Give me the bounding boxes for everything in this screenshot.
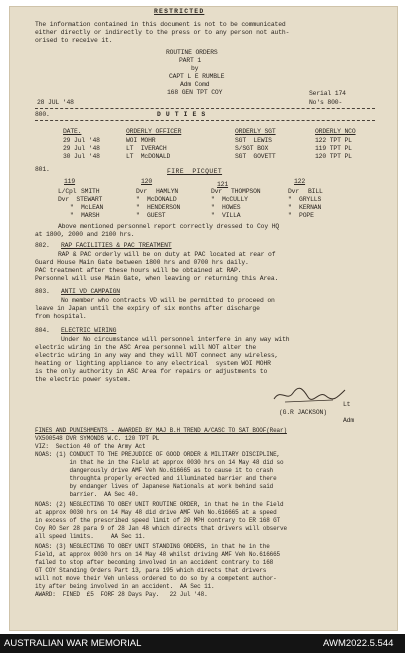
fines-line: barrier. AA Sec 40.: [35, 491, 139, 498]
duties-cell: LT IVERACH: [126, 145, 167, 152]
duties-cell: 122 TPT PL: [315, 137, 352, 144]
notice-line-1: The information contained in this document is not to be communicated: [35, 21, 286, 28]
vd-line-2: leave in Japan until the expiry of six months after discharge: [35, 305, 260, 312]
award-line: AWARD: FINED £5 FORF 28 Days Pay. 22 Jul '48.: [35, 591, 208, 598]
picquet-note-1: Above mentioned personnel report correctly dressed to Coy HQ: [58, 223, 280, 230]
picquet-rank: Dvr: [136, 188, 148, 195]
fines-line: throughta properly erected and illuminated barrier and there: [35, 475, 277, 482]
fines-line: at approx 0030 hrs on 14 May 48 did drive AMF Veh No.616665 at a speed: [35, 509, 277, 516]
fines-line: NOAS: (1) CONDUCT TO THE PREJUDICE OF GOOD ORDER & MILITARY DISCIPLINE,: [35, 451, 280, 458]
picquet-name: Dvr STEWART: [58, 196, 103, 203]
rap-section-number: 802.: [35, 242, 50, 249]
fines-line: will not move their Veh unless ordered to do so by a competent author-: [35, 575, 277, 582]
vd-title: ANTI VD CAMPAIGN: [61, 288, 120, 295]
picquet-unit: 119: [64, 178, 76, 185]
picquet-unit: 121: [217, 181, 229, 188]
fines-line: in excess of the prescribed speed limit of 20 MPH contrary to ER 168 GT: [35, 517, 280, 524]
picquet-section-number: 801.: [35, 166, 50, 173]
title-unit: 168 GEN TPT COY: [167, 89, 223, 96]
picquet-name: " MARSH: [70, 212, 100, 219]
wiring-line-2: electric wiring in the ASC Area personnel will NOT alter the: [35, 344, 257, 351]
duties-cell: S/SGT BOX: [235, 145, 269, 152]
fines-line: failed to stop after becoming involved in an accident contrary to 168: [35, 559, 274, 566]
restricted-stamp: RESTRICTED: [154, 8, 205, 15]
notice-line-3: orised to receive it.: [35, 37, 113, 44]
picquet-unit: 120: [141, 178, 153, 185]
vd-line-1: No member who contracts VD will be permitted to proceed on: [61, 297, 275, 304]
duties-cell: 29 Jul '48: [63, 137, 100, 144]
fines-line: Coy RO Ser 28 para 9 of 28 Jan 48 which directs that drivers will observe: [35, 525, 287, 532]
duties-cell: 120 TPT PL: [315, 153, 352, 160]
title-part: PART 1: [179, 57, 202, 64]
picquet-rank: Dvr: [211, 188, 223, 195]
picquet-name: " McDONALD: [136, 196, 177, 203]
fines-line: GT COY Standing Orders Part 13, para 195 which directs that drivers: [35, 567, 267, 574]
duties-cell: 119 TPT PL: [315, 145, 352, 152]
picquet-rank: Dvr: [288, 188, 300, 195]
wiring-title: ELECTRIC WIRING: [61, 327, 117, 334]
duties-col-nco: ORDERLY NCO: [315, 128, 356, 135]
fines-line: VIZ: Section 40 of the Army Act: [35, 443, 146, 450]
fines-line: NOAS: (2) NEGLECTING TO OBEY UNIT ROUTINE ORDER, in that he in the Field: [35, 501, 284, 508]
wiring-line-6: the electric power system.: [35, 376, 131, 383]
fines-line: VX500548 DVR SYMONDS W.C. 120 TPT PL: [35, 435, 160, 442]
duties-col-sgt: ORDERLY SGT: [235, 128, 276, 135]
signature-appointment: Adm: [343, 417, 355, 424]
picquet-unit: 122: [294, 178, 306, 185]
order-numbers: No's 800-: [309, 99, 343, 106]
divider-rule: [35, 108, 375, 109]
fines-line: ity after being involved in an accident. AA Sec 11.: [35, 583, 215, 590]
footer-institution: AUSTRALIAN WAR MEMORIAL: [4, 638, 142, 649]
rap-title: RAP FACILITIES & PAC TREATMENT: [61, 242, 172, 249]
duties-col-officer: ORDERLY OFFICER: [126, 128, 182, 135]
footer-accession-number: AWM2022.5.544: [323, 638, 394, 649]
rap-line-3: PAC treatment after these hours will be obtained at RAP.: [35, 267, 242, 274]
wiring-section-number: 804.: [35, 327, 50, 334]
picquet-name: SMITH: [81, 188, 100, 195]
fines-heading: FINES AND PUNISHMENTS - AWARDED BY MAJ B.H TREND A/CASC TO SAT BOOF(Rear): [35, 427, 287, 434]
picquet-name: " HENDERSON: [136, 204, 181, 211]
picquet-name: HAMLYN: [156, 188, 179, 195]
signature-name: (G.R JACKSON): [279, 409, 327, 416]
serial-number: Serial 174: [309, 90, 346, 97]
picquet-name: " POPE: [288, 212, 314, 219]
divider-rule: [35, 120, 375, 121]
picquet-name: " McCULLY: [211, 196, 248, 203]
fines-line: NOAS: (3) NEGLECTING TO OBEY UNIT STANDING ORDERS, in that he in the: [35, 543, 270, 550]
picquet-name: " McLEAN: [70, 204, 104, 211]
wiring-line-1: Under No circumstance will personnel interfere in any way with: [61, 336, 290, 343]
picquet-name: " GUEST: [136, 212, 166, 219]
fines-line: all speed limits. AA Sec 11.: [35, 533, 146, 540]
notice-line-2: either directly or indirectly to the press or to any person not auth-: [35, 29, 290, 36]
duties-title: D U T I E S: [157, 111, 206, 118]
duties-col-date: DATE.: [63, 128, 82, 135]
fines-line: Field, at approx 0030 hrs on 14 May 48 whilst driving AMF Veh No.616665: [35, 551, 280, 558]
duties-cell: 29 Jul '48: [63, 145, 100, 152]
picquet-note-2: at 1800, 2000 and 2100 hrs.: [35, 231, 135, 238]
rap-line-2: Guard House Main Gate between 1800 hrs and 0700 hrs daily.: [35, 259, 249, 266]
title-commander: CAPT L E RUMBLE: [169, 73, 225, 80]
fines-line: by endanger lives of Japanese Nationals at work behind said: [35, 483, 274, 490]
picquet-title: FIRE PICQUET: [167, 168, 223, 175]
picquet-rank: L/Cpl: [58, 188, 77, 195]
signature-rank: Lt: [343, 401, 351, 408]
vd-line-3: from hospital.: [35, 313, 87, 320]
title-by: by: [191, 65, 199, 72]
picquet-name: " KERNAN: [288, 204, 322, 211]
archive-footer: [0, 634, 405, 653]
rap-line-1: RAP & PAC orderly will be on duty at PAC located at rear of: [58, 251, 276, 258]
duties-cell: LT McDONALD: [126, 153, 171, 160]
picquet-name: BILL: [308, 188, 323, 195]
picquet-name: THOMPSON: [231, 188, 261, 195]
document-page: [9, 6, 398, 631]
vd-section-number: 803.: [35, 288, 50, 295]
duties-cell: SGT GOVETT: [235, 153, 276, 160]
duties-section-number: 800.: [35, 111, 50, 118]
handwritten-signature: [271, 384, 349, 406]
duties-cell: SGT LEWIS: [235, 137, 272, 144]
wiring-line-3: electric wiring in any way and they will NOT connect any wireless,: [35, 352, 279, 359]
wiring-line-4: heating or lighting appliance to any electrical system WOI MOHR: [35, 360, 271, 367]
title-adm-comd: Adm Comd: [180, 81, 210, 88]
fines-line: dangerously drive AMF Veh No.616665 as to cause it to crash: [35, 467, 274, 474]
fines-line: in that he in the Field at approx 0030 hrs on 14 May 48 did so: [35, 459, 284, 466]
order-date: 28 JUL '48: [37, 99, 74, 106]
picquet-name: " HOWES: [211, 204, 241, 211]
wiring-line-5: is the only authority in ASC Area for repairs or adjustments to: [35, 368, 268, 375]
duties-cell: 30 Jul '48: [63, 153, 100, 160]
title-routine-orders: ROUTINE ORDERS: [166, 49, 218, 56]
picquet-name: " VILLA: [211, 212, 241, 219]
rap-line-4: Personnel will use Main Gate, when leaving or returning this Area.: [35, 275, 279, 282]
duties-cell: WOI MOHR: [126, 137, 156, 144]
picquet-name: " GRYLLS: [288, 196, 322, 203]
